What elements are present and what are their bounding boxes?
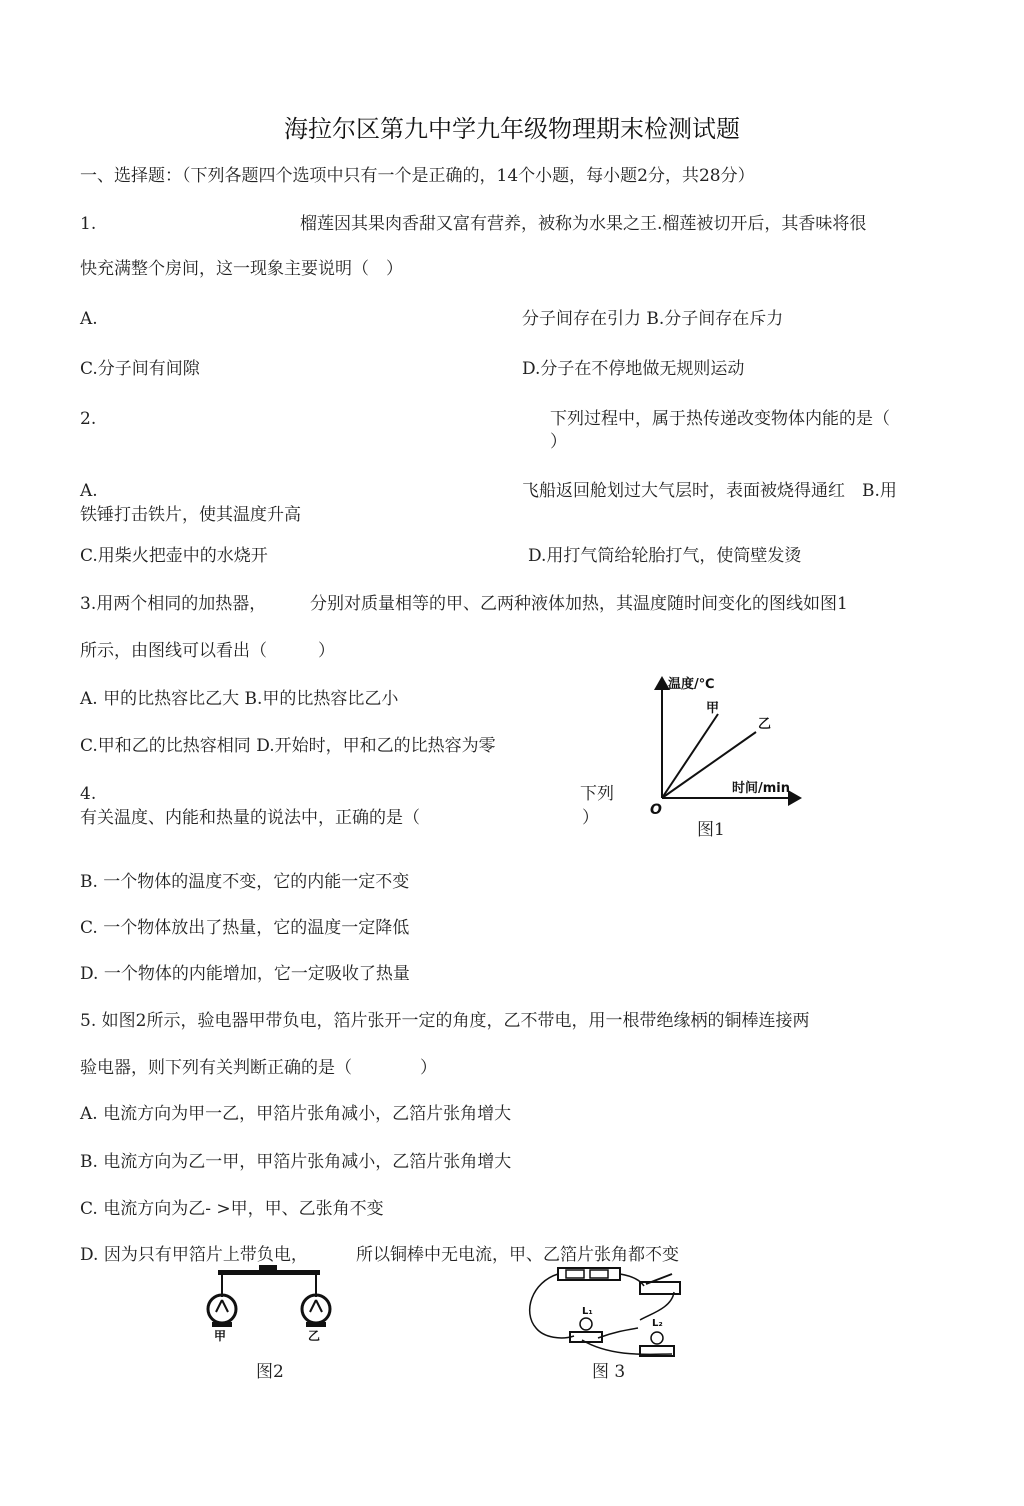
q2-number: 2. bbox=[80, 409, 97, 429]
bulb-l1 bbox=[570, 1318, 602, 1342]
page-title: 海拉尔区第九中学九年级物理期末检测试题 bbox=[284, 115, 740, 143]
q1-stem-line1: 榴莲因其果肉香甜又富有营养，被称为水果之王.榴莲被切开后，其香味将很 bbox=[300, 214, 867, 234]
figure-1-graph bbox=[640, 668, 810, 840]
electroscope-jia bbox=[208, 1295, 236, 1327]
q5-option-c: C. 电流方向为乙- >甲，甲、乙张角不变 bbox=[80, 1199, 384, 1219]
bulb-l2 bbox=[640, 1332, 674, 1356]
q1-number: 1. bbox=[80, 214, 97, 234]
q2-option-c: C.用柴火把壶中的水烧开 bbox=[80, 546, 268, 566]
q4-option-b: B. 一个物体的温度不变，它的内能一定不变 bbox=[80, 872, 410, 892]
x-axis-label: 时间/min bbox=[732, 781, 791, 796]
battery-pack bbox=[558, 1268, 620, 1280]
figure-3-circuit bbox=[522, 1262, 692, 1362]
q5-option-a: A. 电流方向为甲一乙，甲箔片张角减小，乙箔片张角增大 bbox=[80, 1104, 512, 1124]
q2-option-a-label: A. bbox=[80, 481, 98, 501]
q2-option-b: 铁锤打击铁片，使其温度升高 bbox=[80, 505, 301, 525]
q5-option-b: B. 电流方向为乙一甲，甲箔片张角减小，乙箔片张角增大 bbox=[80, 1152, 512, 1172]
figure-2-electroscopes bbox=[192, 1262, 342, 1342]
series-jia-line bbox=[662, 714, 718, 798]
q1-stem-line2: 快充满整个房间，这一现象主要说明（ ） bbox=[80, 259, 403, 279]
q3-options-cd: C.甲和乙的比热容相同 D.开始时，甲和乙的比热容为零 bbox=[80, 736, 496, 756]
figure-2-caption: 图2 bbox=[256, 1362, 284, 1382]
q2-stem-line1: 下列过程中，属于热传递改变物体内能的是（ bbox=[550, 409, 890, 429]
q2-option-a: 飞船返回舱划过大气层时，表面被烧得通红 B.用 bbox=[522, 481, 897, 501]
electroscope-jia-label: 甲 bbox=[214, 1329, 227, 1342]
series-yi-label: 乙 bbox=[758, 717, 772, 732]
q1-option-a-label: A. bbox=[80, 309, 98, 329]
q4-stem-line2: 有关温度、内能和热量的说法中，正确的是（ bbox=[80, 808, 420, 828]
q1-option-d: D.分子在不停地做无规则运动 bbox=[522, 359, 745, 379]
q4-option-c: C. 一个物体放出了热量，它的温度一定降低 bbox=[80, 918, 410, 938]
q5-option-d-part2: 所以铜棒中无电流，甲、乙箔片张角都不变 bbox=[356, 1245, 679, 1265]
q3-options-ab: A. 甲的比热容比乙大 B.甲的比热容比乙小 bbox=[80, 689, 399, 709]
q5-stem-line2: 验电器，则下列有关判断正确的是（ ） bbox=[80, 1058, 437, 1078]
q5-option-d-part1: D. 因为只有甲箔片上带负电， bbox=[80, 1245, 308, 1265]
q3-stem-line1a: 3.用两个相同的加热器， bbox=[80, 594, 267, 614]
origin-label: O bbox=[650, 802, 662, 818]
q2-option-d: D.用打气筒给轮胎打气，使筒壁发烫 bbox=[528, 546, 802, 566]
insulating-handle bbox=[259, 1265, 277, 1274]
switch bbox=[640, 1274, 680, 1294]
q4-number: 4. bbox=[80, 784, 97, 804]
q4-stem-right: 下列 bbox=[580, 784, 614, 804]
section-heading: 一、选择题：（下列各题四个选项中只有一个是正确的，14个小题，每小题2分，共28分） bbox=[80, 166, 755, 186]
q1-option-ab: 分子间存在引力 B.分子间存在斥力 bbox=[522, 309, 784, 329]
electroscope-yi bbox=[302, 1295, 330, 1327]
figure-3-caption: 图 3 bbox=[592, 1362, 626, 1382]
q5-stem-line1: 5. 如图2所示，验电器甲带负电，箔片张开一定的角度，乙不带电，用一根带绝缘柄的铜棒连接两 bbox=[80, 1011, 810, 1031]
electroscope-yi-label: 乙 bbox=[308, 1329, 321, 1342]
q4-stem-close: ） bbox=[582, 808, 599, 828]
q1-option-c: C.分子间有间隙 bbox=[80, 359, 200, 379]
figure-1-caption: 图1 bbox=[697, 820, 725, 840]
q4-option-d: D. 一个物体的内能增加，它一定吸收了热量 bbox=[80, 964, 410, 984]
q3-stem-line1b: 分别对质量相等的甲、乙两种液体加热，其温度随时间变化的图线如图1 bbox=[310, 594, 848, 614]
y-axis-label: 温度/℃ bbox=[668, 677, 715, 692]
q2-stem-close: ） bbox=[550, 432, 567, 452]
bulb-l2-label: L₂ bbox=[652, 1318, 663, 1329]
q3-stem-line2: 所示，由图线可以看出（ ） bbox=[80, 641, 335, 661]
bulb-l1-label: L₁ bbox=[582, 1306, 593, 1317]
series-jia-label: 甲 bbox=[706, 701, 720, 716]
